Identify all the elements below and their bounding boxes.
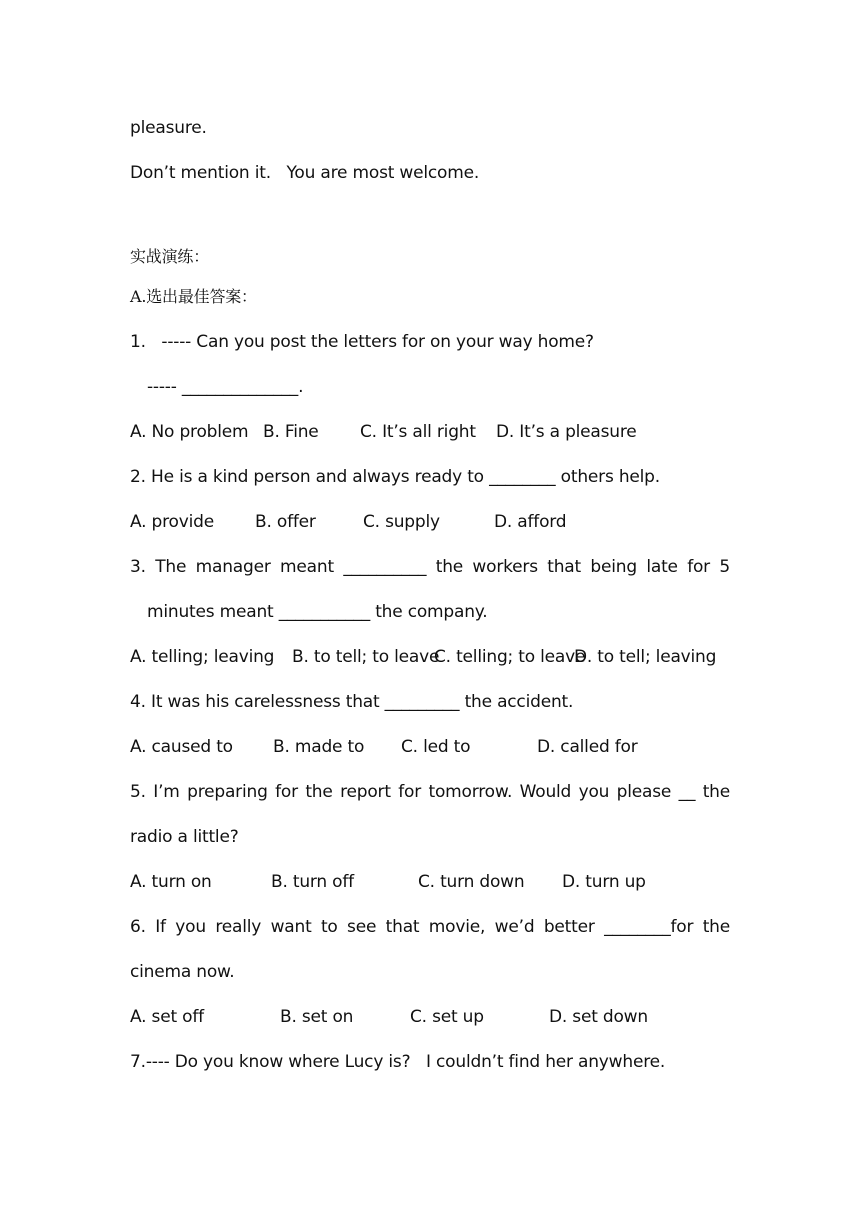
option-a: A. provide [130,512,214,532]
option-b: B. set on [280,1007,354,1027]
question-2-options [130,511,567,533]
question-4-stem: 4. It was his carelessness that _________ the accident. [130,692,574,712]
question-7-stem: 7.---- Do you know where Lucy is? I couldn’t find her anywhere. [130,1052,666,1072]
question-5-stem: 5. I’m preparing for the report for tomorrow. Would you please __ the [130,782,730,802]
question-3-options [130,646,717,668]
option-c: C. telling; to leave [434,647,586,667]
question-6-options [130,1006,648,1028]
intro-line-2: Don’t mention it. You are most welcome. [130,163,480,183]
option-d: D. afford [494,512,567,532]
question-3-stem: 3. The manager meant __________ the workers that being late for 5 [130,557,730,577]
option-b: B. to tell; to leave [292,647,440,667]
option-a: A. telling; leaving [130,647,275,667]
option-c: C. It’s all right [360,422,476,442]
option-c: C. led to [401,737,471,757]
option-d: D. turn up [562,872,646,892]
option-b: B. made to [273,737,365,757]
intro-line-1: pleasure. [130,118,207,138]
option-c: C. turn down [418,872,525,892]
option-d: D. called for [537,737,638,757]
question-5-options [130,871,646,893]
question-1-options [130,421,637,443]
option-a: A. No problem [130,422,249,442]
option-b: B. offer [255,512,316,532]
question-6-stem: 6. If you really want to see that movie, we’d better ________for the [130,917,730,937]
option-b: B. turn off [271,872,354,892]
option-d: D. set down [549,1007,648,1027]
option-d: D. It’s a pleasure [496,422,637,442]
question-3-stem-2: minutes meant ___________ the company. [147,602,488,622]
question-1-stem: 1. ----- Can you post the letters for on your way home? [130,332,594,352]
option-b: B. Fine [263,422,319,442]
question-1-stem-2: ----- ______________. [147,377,304,397]
question-6-stem-2: cinema now. [130,962,235,982]
question-4-options [130,736,638,758]
option-c: C. set up [410,1007,484,1027]
option-a: A. set off [130,1007,204,1027]
option-a: A. caused to [130,737,233,757]
part-a-title: A.选出最佳答案： [130,287,257,306]
section-title: 实战演练： [130,247,210,266]
question-5-stem-2: radio a little? [130,827,239,847]
option-d: D. to tell; leaving [574,647,717,667]
option-c: C. supply [363,512,440,532]
question-2-stem: 2. He is a kind person and always ready to ________ others help. [130,467,660,487]
option-a: A. turn on [130,872,212,892]
